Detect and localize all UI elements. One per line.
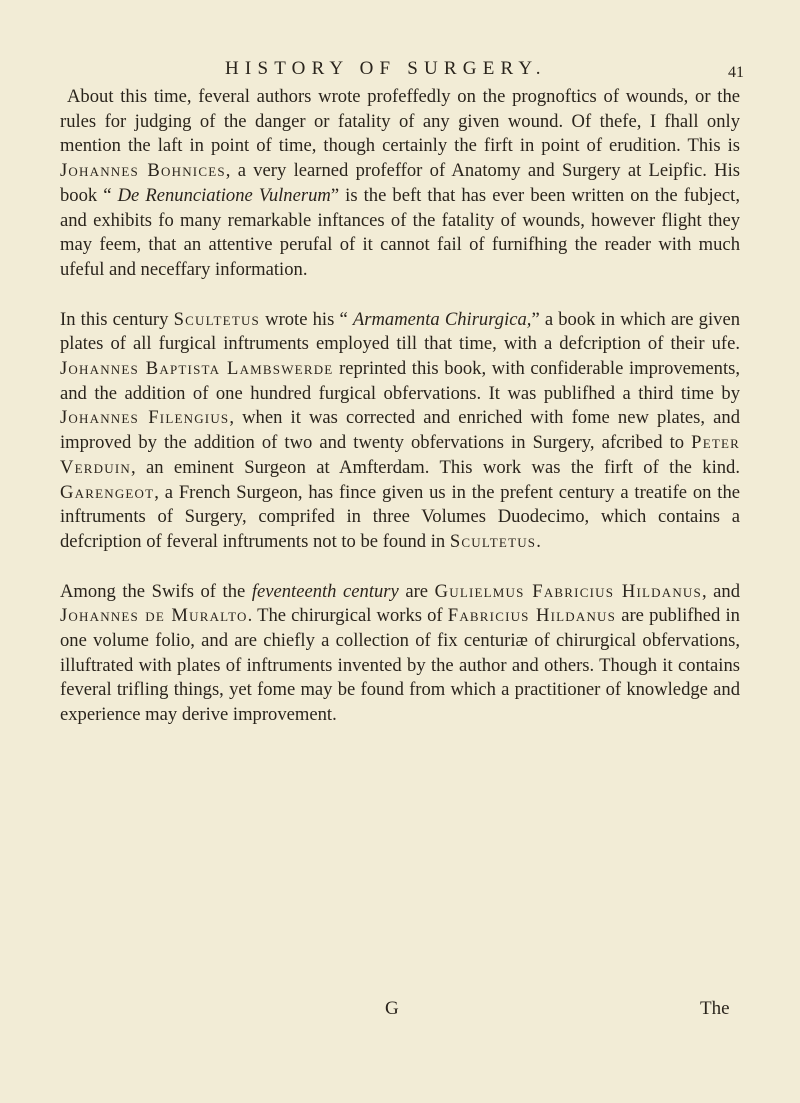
running-title: HISTORY OF SURGERY. [225,58,547,79]
text-run: About this time, feveral authors wrote profeffedly on the prognoftics of wounds, or the rules for judging of the danger or fatality of any given wound. Of thefe, I fhall only mention the laft in point of time, though certainly the firft in point of erudition. This is [60,86,740,157]
text-run: ” is the beft that has ever been written on the fubject, and exhibits fo many remarkable inftances of the fatality of wounds, however flight they may feem, that an attentive perufal of it cannot fail of furnifhing the reader with much ufeful and neceffary information. [60,184,740,280]
text-run: . [536,530,541,552]
text-run: reprinted this book, with confiderable improvements, and the addition of one hundred furgical obfervations. It was publifhed a third time by [60,358,740,404]
text-run: Among the Swifs of the [60,580,252,602]
text-run: ” a book in which are given plates of all furgical inftruments employed till that time, with a defcription of their ufe. [60,308,740,355]
text-run: , an eminent Surgeon at Amfterdam. This work was the firft of the kind. [130,456,740,478]
author-name: Johannes Filengius [60,407,230,429]
running-head [0,58,800,88]
page-number: 41 [728,64,744,81]
text-run: , and [701,580,741,602]
text-run: , a very learned profeffor of Anatomy and Surgery at Leipfic. His book “ [60,160,740,206]
paragraph-instruments [60,308,740,555]
text-run: , when it was corrected and enriched with fome new plates, and improved by the addition of two and twenty obfervations in Surgery, afcribed to [60,407,741,454]
paragraph-swiss-surgeons [60,580,740,728]
author-name: Johannes Bohnices [60,160,226,182]
text-run: wrote his “ [259,308,353,330]
page-footer [0,998,800,1028]
text-run: . The chirurgical works of [247,605,448,627]
text-run: , a French Surgeon, has fince given us in the prefent century a treatife on the inftruments of Surgery, comprifed in three Volumes Duodecimo, which contains a defcription of feveral inftruments not to be found in [60,481,740,552]
book-title: De Renunciatione Vulnerum [117,184,331,206]
author-name: Johannes de Muralto [60,605,248,627]
author-name: Peter Verduin [60,432,740,478]
author-name: Fabricius Hildanus [447,605,617,627]
paragraph-prognostics [60,85,740,283]
author-name: Garengeot [60,481,155,503]
author-name: Scultetus [449,530,537,552]
author-name: Gulielmus Fabricius Hildanus [434,580,702,602]
text-run: In this century [60,308,174,330]
century-phrase: feventeenth century [251,580,399,602]
author-name: Johannes Baptista Lambswerde [60,358,334,380]
text-run: are publifhed in one volume folio, and are chiefly a collection of fix centuriæ of chirurgical obfervations, illuftrated with plates of inftruments invented by the author and others. Though it contains feveral trifling things, yet fome may be found from which a practitioner of knowledge and experience may derive improvement. [60,605,740,726]
body-text [60,85,740,753]
text-run: are [398,580,435,602]
signature-mark: G [385,998,399,1019]
catchword: The [700,998,730,1019]
author-name: Scultetus [173,308,260,330]
book-title: Armamenta Chirurgica, [352,308,532,330]
